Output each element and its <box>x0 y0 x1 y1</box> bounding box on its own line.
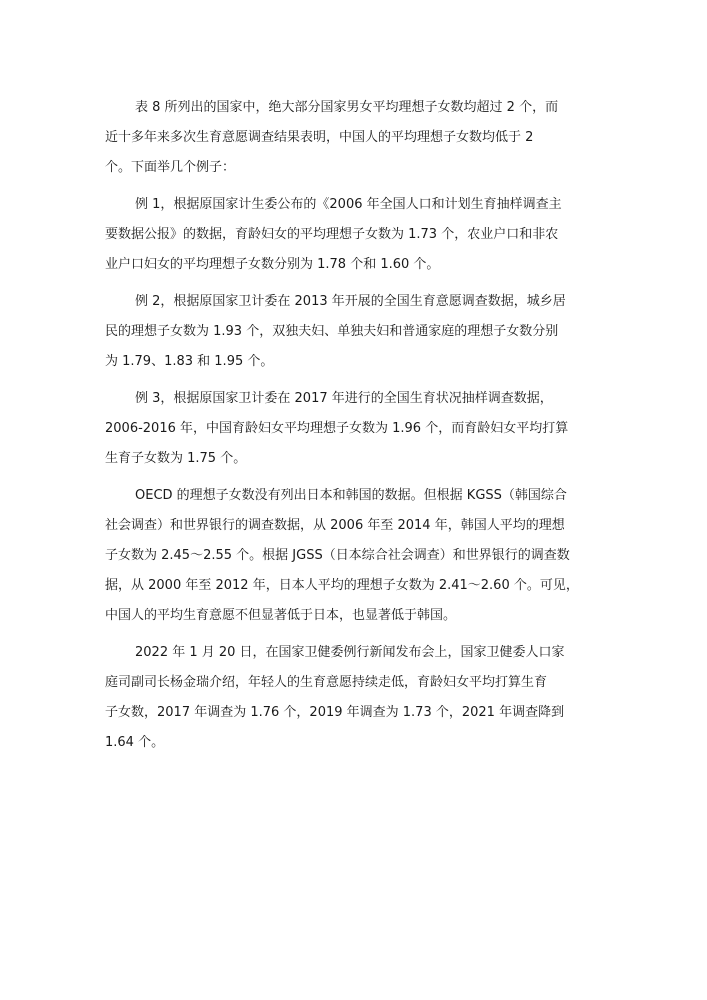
paragraph-2022 <box>105 638 605 758</box>
text-line: 民的理想子女数为 1.93 个，双独夫妇、单独夫妇和普通家庭的理想子女数分别 <box>105 324 559 339</box>
text-line: 个。下面举几个例子： <box>105 160 236 175</box>
paragraph-example-2 <box>105 287 605 377</box>
text-line: 2022 年 1 月 20 日，在国家卫健委例行新闻发布会上，国家卫健委人口家 <box>135 645 565 660</box>
text-line: 业户口妇女的平均理想子女数分别为 1.78 个和 1.60 个。 <box>105 257 440 272</box>
text-line: 子女数，2017 年调查为 1.76 个，2019 年调查为 1.73 个，2021 年调查降到 <box>105 705 565 720</box>
paragraph-oecd <box>105 481 605 631</box>
document-body <box>105 93 605 765</box>
text-line: 例 2，根据原国家卫计委在 2013 年开展的全国生育意愿调查数据，城乡居 <box>135 294 566 309</box>
text-line: 2006-2016 年，中国育龄妇女平均理想子女数为 1.96 个，而育龄妇女平均打算 <box>105 421 569 436</box>
text-line: 例 3，根据原国家卫计委在 2017 年进行的全国生育状况抽样调查数据， <box>135 391 553 406</box>
text-line: 例 1，根据原国家计生委公布的《2006 年全国人口和计划生育抽样调查主 <box>135 197 562 212</box>
paragraph-example-1 <box>105 190 605 280</box>
text-line: 近十多年来多次生育意愿调查结果表明，中国人的平均理想子女数均低于 2 <box>105 130 534 145</box>
paragraph-example-3 <box>105 384 605 474</box>
text-line: 要数据公报》的数据，育龄妇女的平均理想子女数为 1.73 个，农业户口和非农 <box>105 227 559 242</box>
text-line: 生育子女数为 1.75 个。 <box>105 451 247 466</box>
text-line: 为 1.79、1.83 和 1.95 个。 <box>105 354 274 369</box>
paragraph-intro <box>105 93 605 183</box>
text-line: 庭司副司长杨金瑞介绍，年轻人的生育意愿持续走低，育龄妇女平均打算生育 <box>105 675 548 690</box>
text-line: OECD 的理想子女数没有列出日本和韩国的数据。但根据 KGSS（韩国综合 <box>135 488 567 503</box>
text-line: 中国人的平均生育意愿不但显著低于日本，也显著低于韩国。 <box>105 608 457 623</box>
text-line: 社会调查）和世界银行的调查数据，从 2006 年至 2014 年，韩国人平均的理想 <box>105 518 565 533</box>
text-line: 表 8 所列出的国家中，绝大部分国家男女平均理想子女数均超过 2 个，而 <box>135 100 559 115</box>
text-line: 据，从 2000 年至 2012 年，日本人平均的理想子女数为 2.41～2.60 个。可见， <box>105 578 579 593</box>
text-line: 1.64 个。 <box>105 735 165 750</box>
text-line: 子女数为 2.45～2.55 个。根据 JGSS（日本综合社会调查）和世界银行的调查数 <box>105 548 570 563</box>
